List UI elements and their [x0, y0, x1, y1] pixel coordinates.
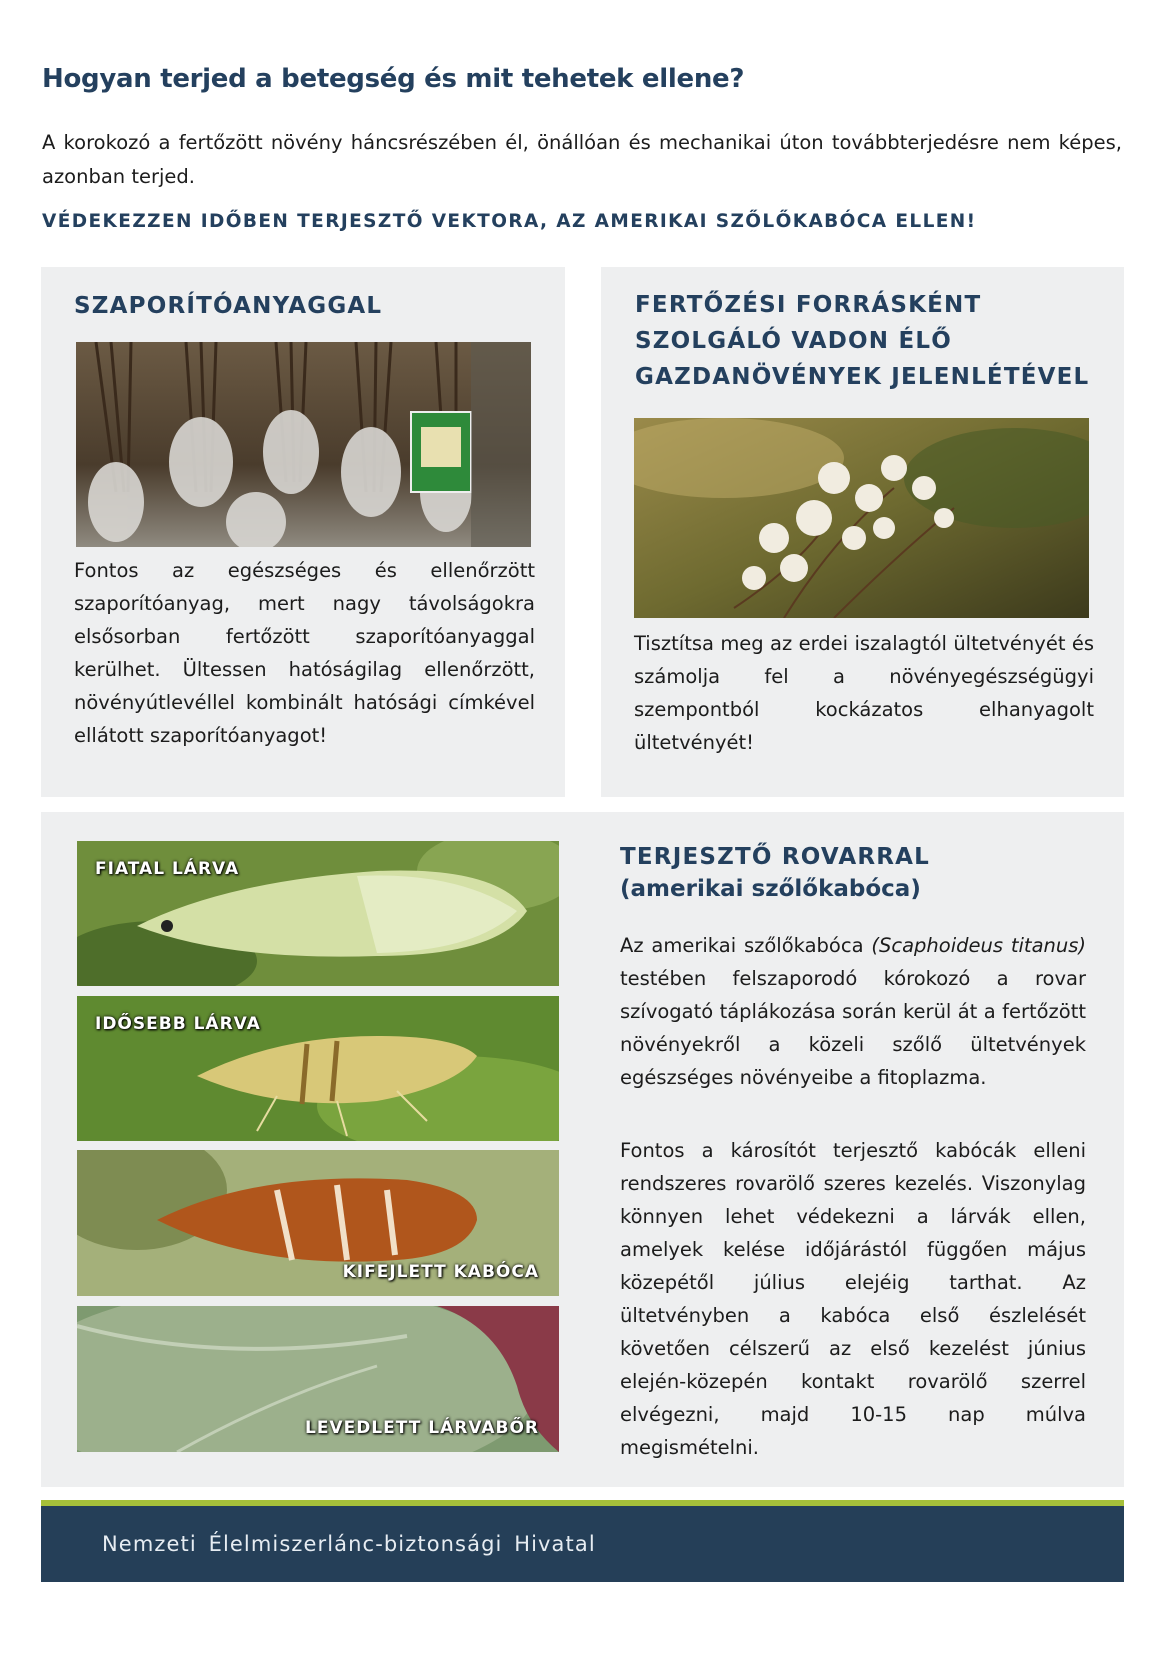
panel-text: Fontos az egészséges és ellenőrzött szaporítóanyag, mert nagy távolságokra elsősorban fertőzött szaporítóanyaggal kerülhet. Ültessen hatóságilag ellenőrzött, növényútlevéllel kombinált hatósági címkével ellátott szaporítóanyagot! [74, 559, 535, 747]
panel-title-line-3: GAZDANÖVÉNYEK JELENLÉTÉVEL [635, 364, 1090, 390]
photo-label: KIFEJLETT KABÓCA [342, 1262, 539, 1282]
older-larva-photo [77, 996, 559, 1141]
panel-wild-hosts [601, 267, 1124, 797]
panel-text-paragraph-2: Fontos a károsítót terjesztő kabócák elleni rendszeres rovarölő szeres kezelés. Viszonylag könnyen lehet védekezni a lárvák ellen, amelyek kelése időjárástól függően május közepétől július elejéig tarthat. Az ültetvényben a kabóca első észlelését követően célszerű az első kezelést június elején-közepén kontakt rovarölő szerrel elvégezni, majd 10-15 nap múlva megismételni. [620, 1139, 1086, 1459]
callout-text: VÉDEKEZZEN IDŐBEN TERJESZTŐ VEKTORA, AZ AMERIKAI SZŐLŐKABÓCA ELLEN! [42, 211, 977, 232]
panel-title: TERJESZTŐ ROVARRAL [620, 844, 931, 870]
footer-organization-name: Nemzeti Élelmiszerlánc-biztonsági Hivatal [102, 1532, 596, 1556]
wild-clematis-photo [634, 418, 1089, 618]
shed-larval-skin-photo [77, 1306, 559, 1452]
footer-bar [41, 1506, 1124, 1582]
panel-title-line-2: SZOLGÁLÓ VADON ÉLŐ [635, 328, 952, 354]
paragraph-text: Az amerikai szőlőkabóca [620, 934, 872, 957]
panel-subtitle: (amerikai szőlőkabóca) [620, 876, 921, 902]
photo-label: LEVEDLETT LÁRVABŐR [304, 1418, 539, 1438]
young-larva-photo [77, 841, 559, 986]
panel-text-paragraph-1 [620, 929, 1086, 1094]
intro-paragraph: A korokozó a fertőzött növény háncsrészében él, önállóan és mechanikai úton továbbterjedésre nem képes, azonban terjed. [42, 131, 1122, 188]
panel-title: SZAPORÍTÓANYAGGAL [74, 293, 383, 319]
photo-label: FIATAL LÁRVA [95, 859, 240, 879]
panel-text: Tisztítsa meg az erdei iszalagtól ültetvényét és számolja fel a növényegészségügyi szempontból kockázatos elhanyagolt ültetvényét! [634, 632, 1094, 754]
panel-propagation-material [41, 267, 565, 797]
paragraph-text: testében felszaporodó kórokozó a rovar szívogató táplákozása során kerül át a fertőzött növényekről a közeli szőlő ültetvények egészséges növényeibe a fitoplazma. [620, 967, 1086, 1089]
adult-leafhopper-photo [77, 1150, 559, 1296]
propagation-material-photo [76, 342, 531, 547]
panel-insect-vector [41, 812, 1124, 1487]
page-heading: Hogyan terjed a betegség és mit tehetek ellene? [42, 64, 745, 94]
photo-label: IDŐSEBB LÁRVA [95, 1014, 261, 1034]
panel-title-line-1: FERTŐZÉSI FORRÁSKÉNT [635, 292, 982, 318]
species-name: (Scaphoideus titanus) [871, 934, 1086, 957]
